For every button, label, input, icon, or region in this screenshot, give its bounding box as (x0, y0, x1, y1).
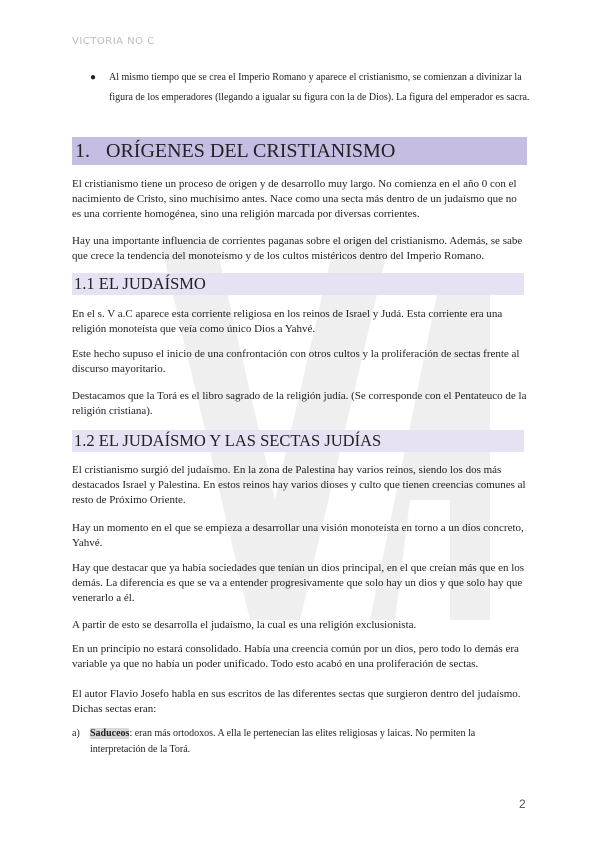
list-item-text: : eran más ortodoxos. A ella le pertenecían las elites religiosas y laicas. No permiten la interpretación de la Torá. (90, 728, 476, 755)
paragraph: Destacamos que la Torá es el libro sagrado de la religión judía. (Se corresponde con el Pentateuco de la religión cristiana). (72, 390, 527, 417)
bullet-text: Al mismo tiempo que se crea el Imperio Romano y aparece el cristianismo, se comienzan a divinizar la figura de los emperadores (llegando a igualar su figura con la de Dios). La figura del emperador es sacra. (109, 72, 530, 103)
paragraph: Hay una importante influencia de corrientes paganas sobre el origen del cristianismo. Además, se sabe que crece la tendencia del monoteísmo y de los cultos mistéricos dentro del Imperio Romano. (72, 235, 523, 262)
header-author: VICTORIA NO C (72, 36, 155, 47)
page-number: 2 (519, 797, 526, 811)
paragraph: El cristianismo surgió del judaísmo. En la zona de Palestina hay varios reinos, siendo los dos más destacados Israel y Palestina. En estos reinos hay varios dioses y culto que tienen creencias comunes al resto de Próximo Oriente. (72, 464, 526, 506)
intro-bullet (90, 68, 530, 108)
paragraph: Hay un momento en el que se empieza a desarrollar una visión monoteísta en torno a un dios concreto, Yahvé. (72, 522, 524, 549)
paragraph: En un principio no estará consolidado. Había una creencia común por un dios, pero todo lo demás era variable ya que no había un poder unificado. Todo esto acabó en una proliferación de sectas. (72, 643, 519, 670)
section-1-1-heading: 1.1 EL JUDAÍSMO (72, 273, 524, 295)
list-item-content (90, 726, 527, 758)
paragraph: Este hecho supuso el inicio de una confrontación con otros cultos y la proliferación de sectas frente al discurso mayoritario. (72, 348, 520, 375)
section-1-title: ORÍGENES DEL CRISTIANISMO (106, 140, 396, 162)
list-item (72, 726, 527, 758)
paragraph: Hay que destacar que ya había sociedades que tenían un dios principal, en el que creían más que en los demás. La diferencia es que se va a entender progresivamente que solo hay un dios y que solo hay que venerarlo a él. (72, 562, 525, 604)
section-1-heading (72, 137, 527, 165)
paragraph: En el s. V a.C aparece esta corriente religiosa en los reinos de Israel y Judá. Esta corriente era una religión monoteísta que veía como único Dios a Yahvé. (72, 308, 503, 335)
paragraph: El cristianismo tiene un proceso de origen y de desarrollo muy largo. No comienza en el año 0 con el nacimiento de Cristo, sino muchísimo antes. Nace como una secta más dentro de un judaísmo que no es una corriente homogénea, sino una religión marcada por diversas corrientes. (72, 178, 517, 220)
bullet-icon: ● (90, 72, 97, 83)
section-1-2-heading: 1.2 EL JUDAÍSMO Y LAS SECTAS JUDÍAS (72, 430, 524, 452)
section-1-number: 1. (75, 140, 90, 162)
paragraph: A partir de esto se desarrolla el judaísmo, la cual es una religión exclusionista. (72, 619, 417, 631)
paragraph: El autor Flavio Josefo habla en sus escritos de las diferentes sectas que surgieron dentro del judaísmo. Dichas sectas eran: (72, 688, 521, 715)
list-item-term: Saduceos (90, 728, 130, 739)
list-item-label: a) (72, 728, 80, 739)
